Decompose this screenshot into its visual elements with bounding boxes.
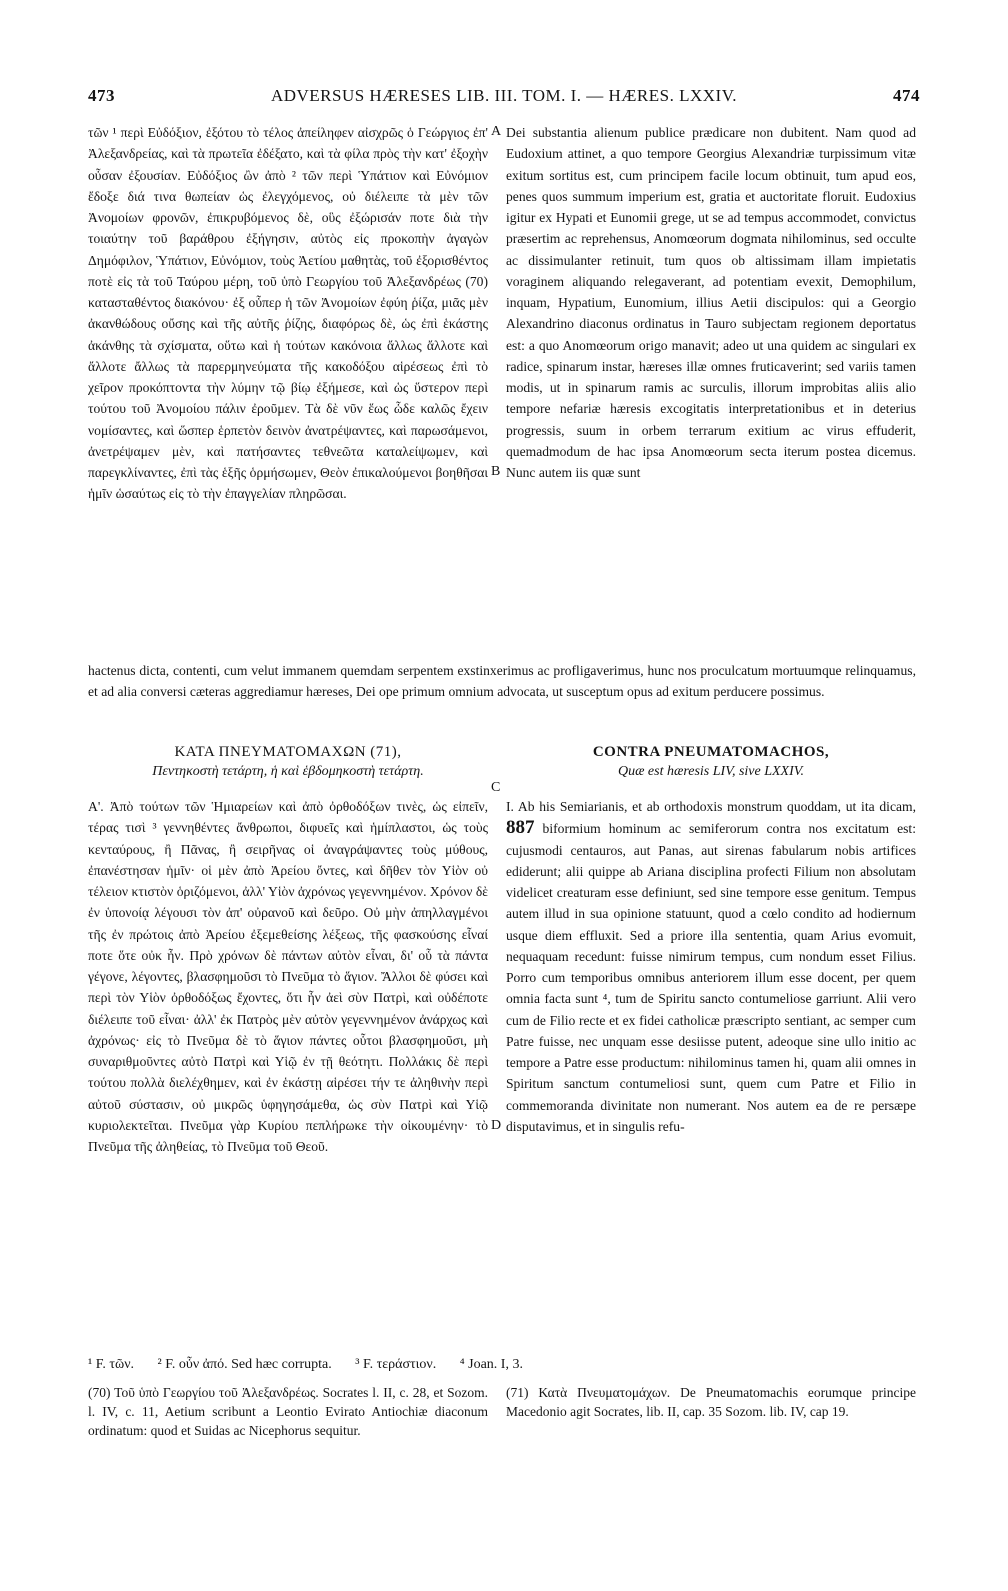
- note-70: (70) Τοῦ ὑπὸ Γεωργίου τοῦ Ἀλεξανδρέως. Socrates l. II, c. 28, et Sozom. l. IV, c. 11, Aetium scribunt a Leontio Evirato Antiochiæ diaconum ordinatum: quod et Suidas ac Nicephorus sequitur.: [88, 1385, 488, 1438]
- latin-body-rest: biformium hominum ac semiferorum contra nos excitatum est: cujusmodi centauros, aut Panas, aut sirenas fabularum nobis artifices ediderunt; alii quippe ab Ariana disciplina profecti Filium non absolutam videlicet creaturam esse definiunt, sed sine tempore esse genitum. Tempus autem illud in sua opinione statuunt, quod a cœlo condito ad hodiernum usque diem effluxit. Sed a priore illa sententia, quam Arius evomuit, nequaquam recedunt: fuisse nimirum tempus, cum nondum esset Filius. Porro cum temporibus omnibus anteriorem illum esse docent, per quem omnia facta sunt ⁴, tum de Spiritu sancto contumeliose garriunt. Alii vero cum de Filio recte et ex fidei catholicæ præscripto sentiant, ac semper cum Patre fuisse, nec unquam esse desiisse putent, adeoque sine ullo initio ac tempore a Patre esse productum: nihilominus tamen hi, quam alii omnes in Spiritum sanctum contumeliosi sunt, quem cum Patre et Filio in commemoranda divinitate non numerant. Nos autem ea de re persæpe disputavimus, et in singulis refu-: [506, 821, 916, 1134]
- latin-body-start: I. Ab his Semiarianis, et ab orthodoxis monstrum quoddam, ut ita dicam,: [506, 799, 916, 814]
- greek-paragraph: τῶν ¹ περὶ Εὐδόξιον, ἐξότου τὸ τέλος ἀπείληφεν αἰσχρῶς ὁ Γεώργιος ἐπ' Ἀλεξανδρείας, καὶ τὰ πρωτεῖα ἐδέξατο, καὶ τὰ φίλα πρὸς τὴν κατ' ἐξοχὴν οὖσαν ἐξουσίαν. Εὐδόξιος ὢν ἀπὸ ² τῶν περὶ Ὑπάτιον καὶ Εὐνόμιον ἔδοξε διά τινα θωπείαν ὡς ἐλεγχόμενος, οὐ διέλειπε τὰ μὲν τῶν Ἀνομοίων φρονῶν, ἐπικρυβόμενος δὲ, οὓς ἐξώρισάν ποτε διὰ τὴν τοιαύτην τοῦ βαράθρου ἐξήγησιν, αὐτὸς εἰς προκοπὴν ἀγαγὼν Δημόφιλον, Ὑπάτιον, Εὐνόμιον, τοὺς Ἀετίου μαθητὰς, τοῦ ἐξορισθέντος ποτὲ εἰς τὰ τοῦ Ταύρου μέρη, τοῦ ὑπὸ Γεωργίου τοῦ Ἀλεξανδρέως (70) κατασταθέντος διακόνου· ἐξ οὗπερ ἡ τῶν Ἀνομοίων ἐφύη ῥίζα, μιᾶς μὲν ἀκανθώδους οὔσης καὶ τῆς αὐτῆς ῥίζης, διαφόρως δὲ, ὡς ἐπὶ ἑκάστης ἀκάνθης τὰ σχίσματα, οὕτω καὶ ἡ τούτων κακόνοια ἄλλως ἄλλοτε καὶ ἄλλοτε ἄλλως τὰ παρερμηνεύματα τῆς κακοδόξου αἱρέσεως ἐπὶ τὸ χεῖρον προκόπτοντα τὴν λύμην τῷ βίῳ ἐξήμεσε, καὶ ὡς ὕστερον περὶ τούτου τοῦ Ἀνομοίου πάλιν ἐροῦμεν. Τὰ δὲ νῦν ἕως ὧδε καλῶς ἔχειν νομίσαντες, καὶ ὥσπερ ἑρπετὸν δεινὸν ἀνατρέψαντες, καὶ παρωσάμενοι, ἀνετρέψαμεν μὲν, καὶ πατήσαντες τεθνεῶτα καταλείψωμεν, καὶ παρεγκλίναντες, ἐπὶ τὰς ἑξῆς ὁρμήσωμεν, Θεὸν ἐπικαλούμενοι βοηθῆσαι ἡμῖν ὡσαύτως εἰς τὸ τὴν ἐπαγγελίαν πληρῶσαι.: [88, 125, 488, 502]
- margin-letter-d: D: [491, 1118, 502, 1133]
- latin-section-heading: [506, 744, 916, 780]
- page-number-left: 473: [88, 86, 115, 105]
- greek-column-bottom: [88, 796, 488, 1157]
- margin-letter-c: C: [491, 780, 501, 795]
- latin-column-top: [506, 122, 916, 483]
- latin-subheading: Quæ est hæresis LIV, sive LXXIV.: [617, 764, 805, 779]
- latin-full-width-paragraph: hactenus dicta, contenti, cum velut immanem quemdam serpentem exstinxerimus ac profligaverimus, hunc nos proculcatum mortuumque relinquamus, et ad alia conversi cæteras aggrediamur hæreses, Dei ope primum omnium advocata, ut susceptum opus ad exitum perducere possimus.: [88, 663, 916, 700]
- latin-section-body: [506, 796, 916, 1137]
- running-title: ADVERSUS HÆRESES LIB. III. TOM. I. — HÆRES. LXXIV.: [270, 86, 738, 105]
- footnote-3: ³ F. τεράστιον.: [355, 1357, 437, 1372]
- greek-section-heading: [88, 744, 488, 780]
- footnotes-line: [88, 1357, 916, 1373]
- footnote-1: ¹ F. τῶν.: [88, 1357, 135, 1372]
- greek-heading: ΚΑΤΑ ΠΝΕΥΜΑΤΟΜΑΧΩΝ (71),: [174, 744, 402, 760]
- note-71: (71) Κατὰ Πνευματομάχων. De Pneumatomachis eorumque principe Macedonio agit Socrates, lib. II, cap. 35 Sozom. lib. IV, cap 19.: [506, 1385, 916, 1419]
- footnote-4: ⁴ Joan. I, 3.: [459, 1357, 523, 1372]
- column-number: 887: [506, 817, 535, 839]
- latin-heading: CONTRA PNEUMATOMACHOS,: [592, 744, 830, 760]
- greek-section-body: Α'. Ἀπὸ τούτων τῶν Ἡμιαρείων καὶ ἀπὸ ὀρθοδόξων τινὲς, ὡς εἰπεῖν, τέρας τισὶ ³ γεννηθέντες ἄνθρωποι, διφυεῖς καὶ ἡμίπλαστοι, ὡς τοὺς κενταύρους, ἢ Πᾶνας, ἢ σειρῆνας οἱ ἀναγράψαντες τοὺς μύθους, ἐπανέστησαν ἡμῖν· οἱ μὲν ἀπὸ Ἀρείου ὄντες, καὶ δῆθεν τὸν Υἱὸν οὐ τέλειον κτιστὸν ὁριζόμενοι, ἀλλ' Υἱὸν ἀχρόνως γεγεννημένον. Χρόνον δὲ ἐν ὑπονοίᾳ λέγουσι τὸν ἀπ' οὐρανοῦ καὶ δεῦρο. Οὐ μὴν ἀπηλλαγμένοι τῆς ἐν πρώτοις ἀπὸ Ἀρείου ἐξεμεθείσης λέξεως, τῆς φασκούσης εἶναί ποτε ὅτε οὐκ ἦν. Πρὸ χρόνων δὲ πάντων αὐτὸν εἶναι, δι' οὗ τὰ πάντα γέγονε, λέγοντες, βλασφημοῦσι τὸ Πνεῦμα τὸ ἅγιον. Ἄλλοι δὲ φύσει καὶ περὶ τὸν Υἱὸν ὀρθοδόξως ἔχοντες, ὅτι ἦν ἀεὶ σὺν Πατρὶ, καὶ οὐδέποτε διέλειπε τοῦ εἶναι· ἀλλ' ἐκ Πατρὸς μὲν αὐτὸν γεγεννημένον ἀνάρχως καὶ ἀχρόνως· εἰς τὸ Πνεῦμα δὲ τὸ ἅγιον πάντες οὗτοι βλασφημοῦσι, μὴ συναριθμοῦντες αὐτὸ Πατρὶ καὶ Υἱῷ ἐν τῇ θεότητι. Πολλάκις δὲ περὶ τούτου πολλὰ διελέχθημεν, καὶ ἐν ἑκάστῃ αἱρέσει τήν τε ἀληθινὴν περὶ αὐτοῦ σύστασιν, οὐ μικρῶς ὑφηγησάμεθα, ὡς σὺν Πατρὶ καὶ Υἱῷ κυριολεκτεῖται. Πνεῦμα γὰρ Κυρίου πεπλήρωκε τὴν οἰκουμένην· τὸ Πνεῦμα τῆς ἀληθείας, τὸ Πνεῦμα τοῦ Θεοῦ.: [88, 799, 488, 1154]
- running-header: [88, 86, 920, 110]
- margin-letter-a: A: [491, 124, 502, 139]
- greek-column-top: [88, 122, 488, 505]
- greek-subheading: Πεντηκοστὴ τετάρτη, ἡ καὶ ἑβδομηκοστὴ τετάρτη.: [152, 764, 424, 779]
- latin-paragraph: Dei substantia alienum publice prædicare non dubitent. Nam quod ad Eudoxium attinet, a quo tempore Georgius Alexandriæ turpissimum vitæ exitum sortitus est, cum principem facile locum obtinuit, tum apud eos, penes quos summum imperium est, gratia et auctoritate floruit. Eudoxius igitur ex Hypati et Eunomii grege, ut se ad tempus accommodet, convictus præsertim ac reprehensus, Anomœorum dogmata nihilominus, sed occulte ac dissimulanter retinuit, tum quos ob altissimam illam impietatis voraginem aliquando relegaverant, ad potentiam evexit, Demophilum, inquam, Hypatium, Eunomium, illius Aetii discipulos: qui a Georgio Alexandrino diaconus ordinatus in Tauro subjectam regionem deportatus est: a quo Anomœorum origo manavit; adeo ut una quidem ac singulari ex radice, spinarum instar, hæreses illæ omnes fruticaverint; sed variis tamen modis, ut in spinarum ramis ac surculis, illorum improbitas aliis alio tempore nefariæ hæresis excogitatis interpretationibus et in deterius progressis, suum in orbem terrarum exitium ac virus effuderit, quemadmodum de hac ipsa Anomœorum secta iterum postea dicemus. Nunc autem iis quæ sunt: [506, 125, 916, 480]
- page-number-right: 474: [893, 86, 920, 105]
- footnote-2: ² F. οὖν ἀπό. Sed hæc corrupta.: [157, 1357, 332, 1372]
- latin-column-bottom: [506, 796, 916, 1137]
- margin-letter-b: B: [491, 464, 501, 479]
